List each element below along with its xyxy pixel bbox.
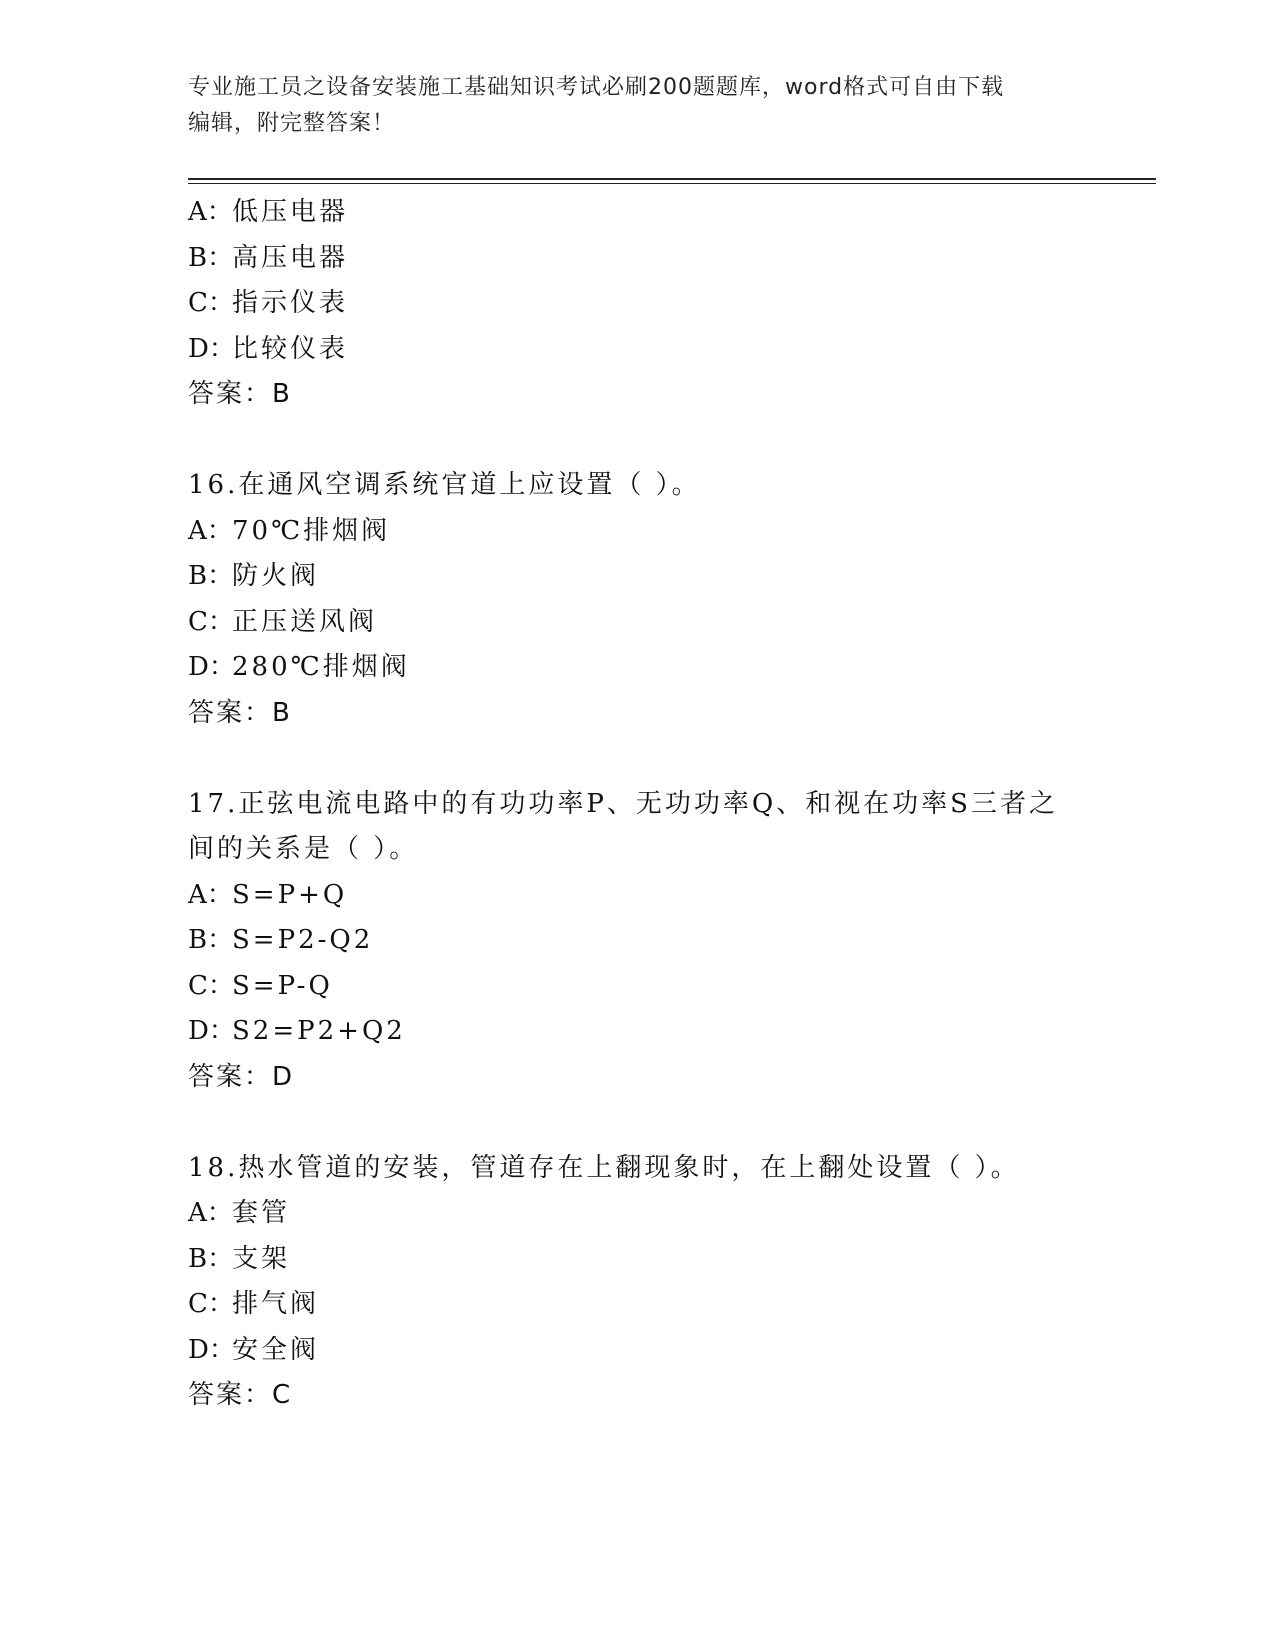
option-text: 安全阀 (232, 1334, 320, 1365)
option-key: C： (188, 970, 234, 1001)
header-divider (188, 178, 1156, 184)
option-c (188, 600, 1088, 646)
header-title-line-1: 专业施工员之设备安装施工基础知识考试必刷200题题库，word格式可自由下载 (188, 75, 1005, 100)
answer-line: 答案：C (188, 1380, 293, 1410)
question-block-18 (188, 1146, 1088, 1419)
option-text: 70℃排烟阀 (232, 515, 391, 546)
option-text: 指示仪表 (232, 288, 349, 318)
option-d (188, 645, 1088, 691)
header-title-line-2: 编辑，附完整答案！ (188, 111, 396, 136)
question-stem: 16.在通风空调系统官道上应设置（ ）。 (188, 470, 701, 500)
option-a (188, 1191, 1088, 1237)
option-text: 排气阀 (232, 1289, 320, 1319)
option-text: S=P2-Q2 (232, 925, 374, 955)
option-text: 比较仪表 (232, 333, 349, 364)
option-key: D： (188, 1016, 235, 1046)
spacer (188, 1100, 1088, 1146)
option-text: 高压电器 (232, 242, 349, 273)
option-key: D： (188, 652, 235, 682)
option-c (188, 281, 1088, 327)
option-b (188, 918, 1088, 964)
option-key: D： (188, 333, 235, 364)
option-key: D： (188, 1334, 235, 1365)
question-block-15 (188, 190, 1088, 418)
option-key: C： (188, 606, 234, 637)
option-text: 正压送风阀 (232, 606, 378, 637)
option-text: S2=P2+Q2 (232, 1016, 406, 1046)
question-block-17 (188, 782, 1088, 1101)
question-stem-line-1: 17.正弦电流电路中的有功功率P、无功功率Q、和视在功率S三者之 (188, 788, 1058, 819)
option-b (188, 236, 1088, 282)
option-d (188, 1009, 1088, 1055)
option-b (188, 1237, 1088, 1283)
question-block-16 (188, 463, 1088, 736)
option-text: 280℃排烟阀 (232, 652, 410, 682)
option-key: A： (188, 1198, 233, 1228)
option-a (188, 509, 1088, 555)
option-text: 套管 (232, 1198, 291, 1228)
option-key: C： (188, 1289, 234, 1319)
option-text: 支架 (232, 1243, 291, 1274)
answer-line: 答案：B (188, 379, 292, 409)
option-key: C： (188, 288, 234, 318)
option-key: A： (188, 515, 233, 546)
option-key: A： (188, 197, 233, 227)
document-header (188, 70, 1088, 142)
option-key: B： (188, 561, 234, 591)
option-a (188, 190, 1088, 236)
option-d (188, 1328, 1088, 1374)
option-text: S=P+Q (232, 879, 348, 910)
question-stem-line-2: 间的关系是（ ）。 (188, 834, 419, 864)
answer-line: 答案：B (188, 697, 292, 728)
option-key: B： (188, 242, 234, 273)
question-stem: 18.热水管道的安装，管道存在上翻现象时，在上翻处设置（ ）。 (188, 1152, 1020, 1183)
answer-line: 答案：D (188, 1061, 295, 1092)
option-text: S=P-Q (232, 970, 333, 1001)
spacer (188, 418, 1088, 464)
option-c (188, 1282, 1088, 1328)
spacer (188, 736, 1088, 782)
option-a (188, 873, 1088, 919)
option-text: 低压电器 (232, 197, 349, 227)
question-list (188, 190, 1088, 1419)
option-c (188, 964, 1088, 1010)
option-key: B： (188, 925, 234, 955)
option-key: A： (188, 879, 233, 910)
option-b (188, 554, 1088, 600)
option-text: 防火阀 (232, 561, 320, 591)
option-key: B： (188, 1243, 234, 1274)
option-d (188, 327, 1088, 373)
